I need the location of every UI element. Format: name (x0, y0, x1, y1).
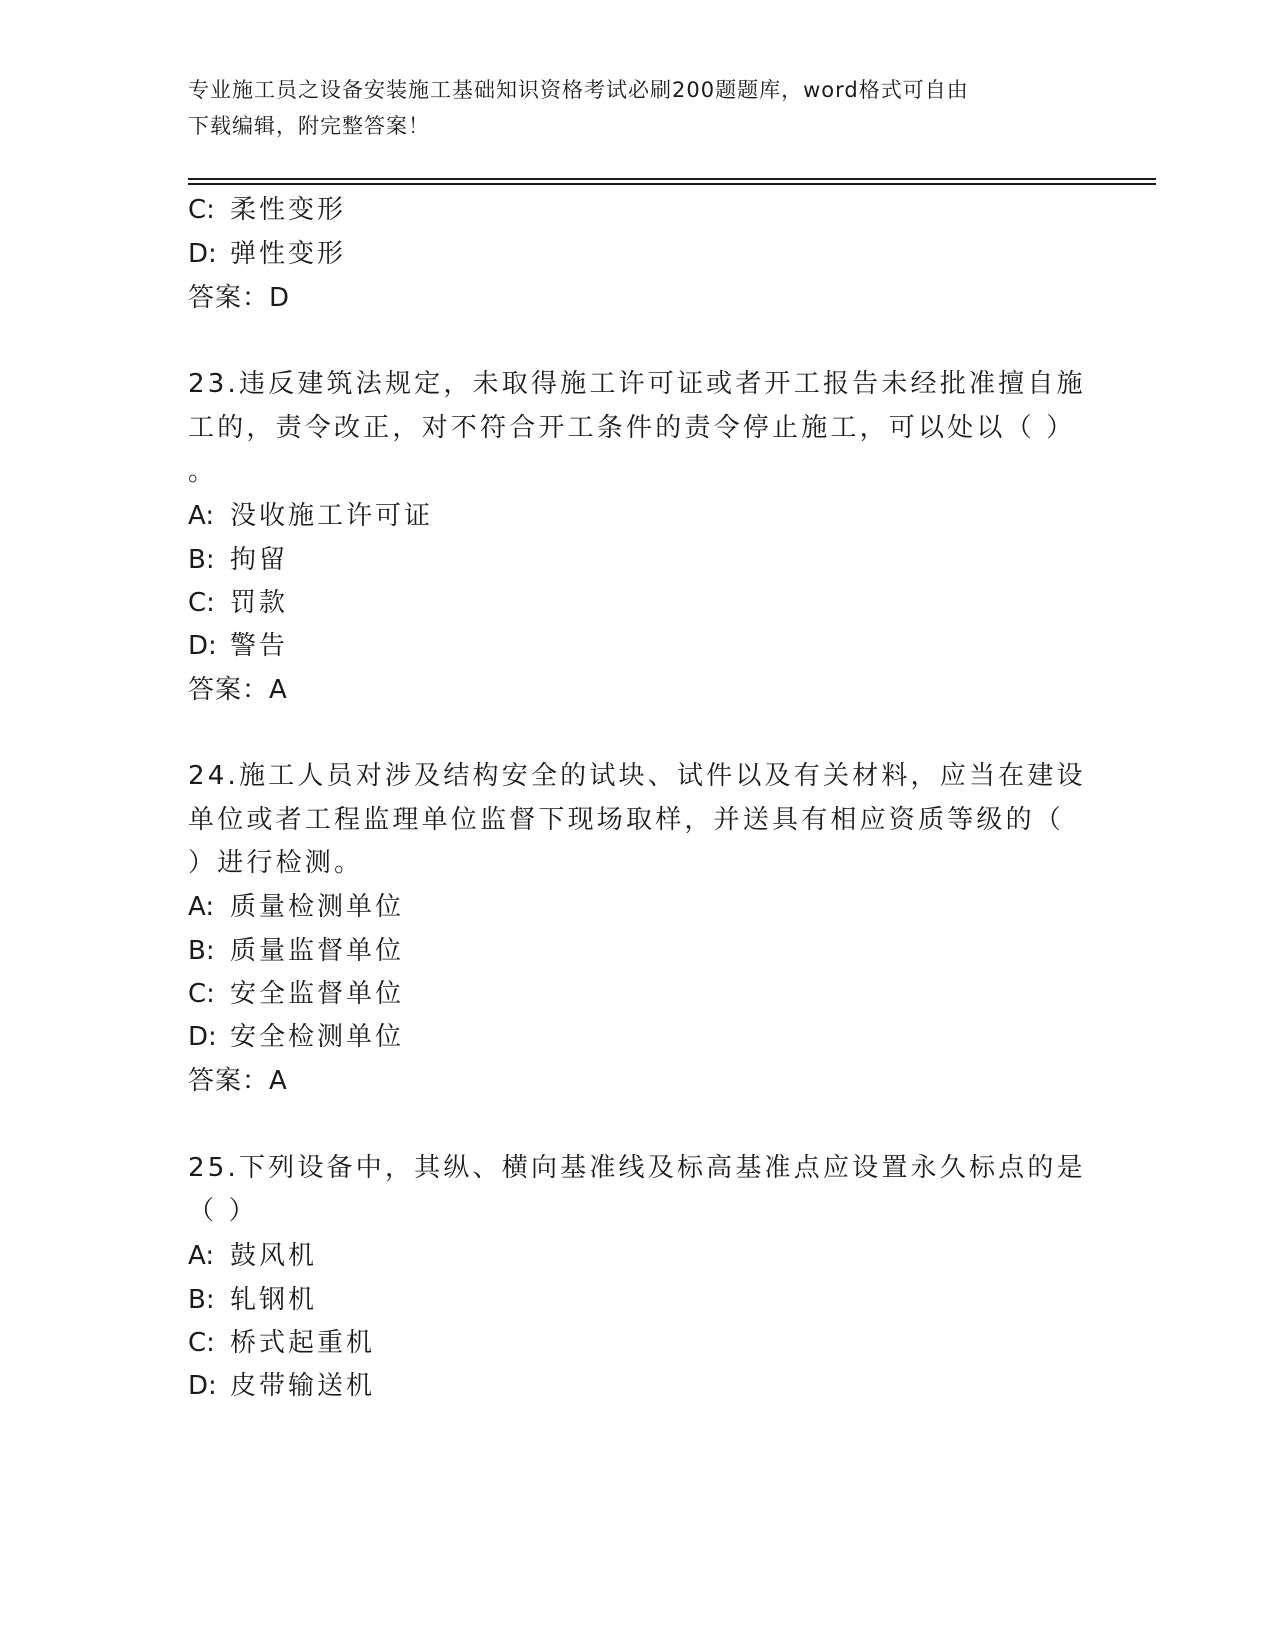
option-a (188, 493, 1088, 539)
header-line-2: 下载编辑，附完整答案！ (188, 114, 430, 138)
header-line-1: 专业施工员之设备安装施工基础知识资格考试必刷200题题库，word格式可自由 (188, 78, 969, 102)
option-c (188, 187, 1088, 233)
question-25-line-1: 25.下列设备中，其纵、横向基准线及标高基准点应设置永久标点的是 (188, 1153, 1086, 1183)
option-text: 桥式起重机 (230, 1328, 376, 1358)
option-text: 弹性变形 (230, 239, 347, 269)
option-text: 皮带输送机 (230, 1371, 376, 1401)
option-b (188, 1277, 1088, 1323)
option-key: D: (188, 1022, 217, 1052)
option-key: B: (188, 545, 215, 575)
option-key: B: (188, 936, 215, 966)
option-text: 鼓风机 (230, 1241, 318, 1271)
question-25-line-2: （ ） (188, 1196, 258, 1226)
option-d (188, 623, 1088, 669)
question-23-line-2: 工的，责令改正，对不符合开工条件的责令停止施工，可以处以（ ） (188, 413, 1076, 443)
option-text: 罚款 (230, 588, 289, 618)
document-header (188, 72, 1088, 144)
option-key: D: (188, 1371, 217, 1401)
option-key: C: (188, 979, 215, 1009)
option-text: 安全监督单位 (230, 979, 405, 1009)
option-text: 拘留 (230, 545, 289, 575)
option-text: 安全检测单位 (230, 1022, 405, 1052)
question-23-line-3: 。 (188, 457, 218, 487)
option-key: B: (188, 1285, 215, 1315)
option-text: 轧钢机 (230, 1285, 318, 1315)
header-divider-bottom (188, 183, 1156, 185)
answer: 答案：D (188, 283, 291, 313)
option-key: A: (188, 892, 215, 922)
question-24-line-3: ）进行检测。 (188, 848, 364, 878)
option-key: A: (188, 1241, 215, 1271)
option-d (188, 1014, 1088, 1060)
option-key: C: (188, 588, 215, 618)
option-d (188, 1363, 1088, 1409)
option-key: C: (188, 195, 215, 225)
question-24-line-2: 单位或者工程监理单位监督下现场取样，并送具有相应资质等级的（ (188, 805, 1065, 835)
option-text: 柔性变形 (230, 195, 347, 225)
option-a (188, 1233, 1088, 1279)
option-key: D: (188, 631, 217, 661)
option-b (188, 537, 1088, 583)
option-text: 警告 (230, 631, 289, 661)
option-text: 质量检测单位 (230, 892, 405, 922)
header-divider-top (188, 178, 1156, 180)
option-b (188, 928, 1088, 974)
option-c (188, 971, 1088, 1017)
option-key: C: (188, 1328, 215, 1358)
answer: 答案：A (188, 675, 288, 705)
question-24-line-1: 24.施工人员对涉及结构安全的试块、试件以及有关材料，应当在建设 (188, 761, 1086, 791)
question-23-line-1: 23.违反建筑法规定，未取得施工许可证或者开工报告未经批准擅自施 (188, 369, 1086, 399)
option-c (188, 1320, 1088, 1366)
option-a (188, 884, 1088, 930)
option-d (188, 231, 1088, 277)
option-key: D: (188, 239, 217, 269)
option-c (188, 580, 1088, 626)
answer: 答案：A (188, 1066, 288, 1096)
option-text: 质量监督单位 (230, 936, 405, 966)
option-key: A: (188, 501, 215, 531)
option-text: 没收施工许可证 (230, 501, 434, 531)
